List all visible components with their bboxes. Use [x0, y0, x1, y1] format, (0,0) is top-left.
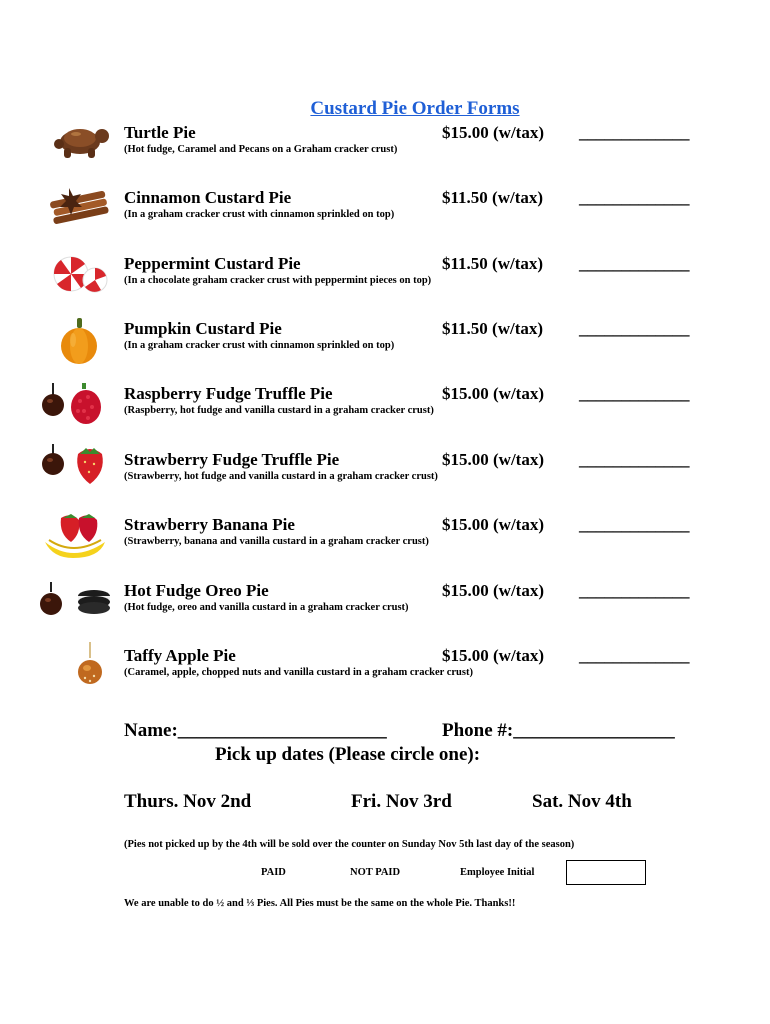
pie-price: $15.00 (w/tax): [442, 581, 544, 600]
strawberry-banana-icon: [43, 512, 109, 562]
footer-note: We are unable to do ½ and ⅓ Pies. All Pies must be the same on the whole Pie. Thanks!!: [124, 898, 516, 909]
pickup-heading: Pick up dates (Please circle one):: [215, 744, 481, 765]
pie-description: (Hot fudge, oreo and vanilla custard in a graham cracker crust): [124, 602, 409, 613]
pie-row-raspberry-fudge: [124, 384, 724, 434]
form-title: Custard Pie Order Forms: [310, 98, 520, 119]
pie-name: Hot Fudge Oreo Pie: [124, 581, 269, 600]
pie-price: $11.50 (w/tax): [442, 254, 544, 273]
pie-description: (In a graham cracker crust with cinnamon sprinkled on top): [124, 340, 395, 351]
pickup-date-saturday[interactable]: Sat. Nov 4th: [532, 791, 632, 812]
name-field[interactable]: Name:______________________: [124, 720, 387, 741]
pie-row-pumpkin: [124, 319, 724, 369]
pie-description: (In a chocolate graham cracker crust with peppermint pieces on top): [124, 275, 432, 286]
pie-price: $15.00 (w/tax): [442, 515, 544, 534]
oreo-chocolate-icon: [38, 582, 112, 622]
pie-quantity-blank[interactable]: _____________: [579, 646, 690, 665]
pie-description: (Raspberry, hot fudge and vanilla custard in a graham cracker crust): [124, 405, 434, 416]
pie-row-strawberry-fudge: [124, 450, 724, 500]
pie-quantity-blank[interactable]: _____________: [579, 188, 690, 207]
pie-row-oreo: [124, 581, 724, 631]
paid-label[interactable]: PAID: [261, 867, 286, 878]
pumpkin-icon: [58, 316, 102, 366]
pie-name: Taffy Apple Pie: [124, 646, 236, 665]
pie-price: $15.00 (w/tax): [442, 450, 544, 469]
pie-quantity-blank[interactable]: _____________: [579, 581, 690, 600]
pie-row-turtle: [124, 123, 724, 173]
pie-description: (Strawberry, banana and vanilla custard in a graham cracker crust): [124, 536, 429, 547]
not-paid-label[interactable]: NOT PAID: [350, 867, 401, 878]
pie-quantity-blank[interactable]: _____________: [579, 319, 690, 338]
pie-price: $11.50 (w/tax): [442, 319, 544, 338]
raspberry-chocolate-icon: [40, 381, 108, 429]
pie-description: (Hot fudge, Caramel and Pecans on a Graham cracker crust): [124, 144, 398, 155]
caramel-apple-icon: [76, 642, 104, 690]
pie-quantity-blank[interactable]: _____________: [579, 450, 690, 469]
turtle-icon: [50, 118, 112, 162]
peppermint-candy-icon: [49, 250, 111, 294]
pie-row-peppermint: [124, 254, 724, 304]
pie-price: $15.00 (w/tax): [442, 384, 544, 403]
pie-description: (In a graham cracker crust with cinnamon sprinkled on top): [124, 209, 395, 220]
pickup-notice: (Pies not picked up by the 4th will be sold over the counter on Sunday Nov 5th last day of the season): [124, 839, 575, 850]
employee-initial-box[interactable]: [566, 860, 646, 885]
pie-price: $11.50 (w/tax): [442, 188, 544, 207]
pie-name: Pumpkin Custard Pie: [124, 319, 282, 338]
pie-quantity-blank[interactable]: _____________: [579, 123, 690, 142]
pie-name: Cinnamon Custard Pie: [124, 188, 292, 207]
pie-name: Raspberry Fudge Truffle Pie: [124, 384, 333, 403]
employee-initial-label: Employee Initial: [460, 867, 535, 878]
pie-name: Strawberry Banana Pie: [124, 515, 295, 534]
pickup-date-friday[interactable]: Fri. Nov 3rd: [351, 791, 452, 812]
pie-description: (Strawberry, hot fudge and vanilla custard in a graham cracker crust): [124, 471, 438, 482]
pie-name: Peppermint Custard Pie: [124, 254, 301, 273]
pie-name: Strawberry Fudge Truffle Pie: [124, 450, 340, 469]
pie-name: Turtle Pie: [124, 123, 196, 142]
pie-quantity-blank[interactable]: _____________: [579, 254, 690, 273]
cinnamon-sticks-icon: [47, 184, 111, 228]
pie-price: $15.00 (w/tax): [442, 123, 544, 142]
pie-quantity-blank[interactable]: _____________: [579, 515, 690, 534]
pickup-date-thursday[interactable]: Thurs. Nov 2nd: [124, 791, 252, 812]
phone-field[interactable]: Phone #:_________________: [442, 720, 675, 741]
pie-description: (Caramel, apple, chopped nuts and vanilla custard in a graham cracker crust): [124, 667, 473, 678]
pie-quantity-blank[interactable]: _____________: [579, 384, 690, 403]
pie-row-cinnamon: [124, 188, 724, 238]
pie-row-strawberry-banana: [124, 515, 724, 565]
pie-row-taffy-apple: [124, 646, 724, 696]
strawberry-chocolate-icon: [40, 444, 108, 486]
pie-price: $15.00 (w/tax): [442, 646, 544, 665]
